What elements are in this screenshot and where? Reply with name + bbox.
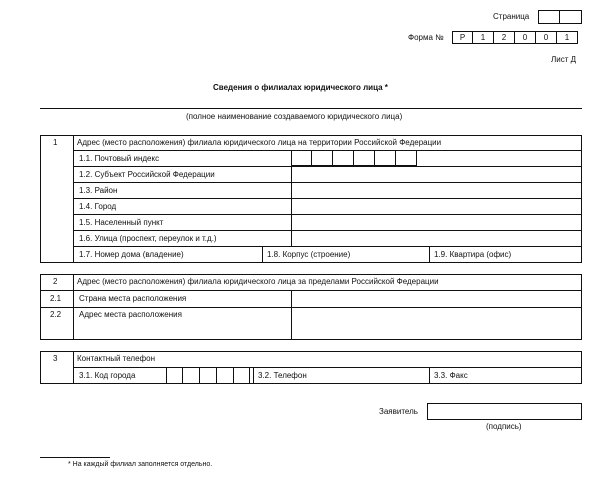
postal-code-cell[interactable] [312, 150, 333, 166]
foreign-address-label: Адрес места расположения [79, 310, 182, 319]
footnote-text: * На каждый филиал заполняется отдельно. [68, 461, 213, 468]
form-title: Сведения о филиалах юридического лица * [213, 83, 388, 92]
section-1-number: 1 [53, 138, 58, 147]
applicant-label: Заявитель [379, 407, 418, 416]
footnote-rule [40, 457, 110, 458]
postal-code-cells[interactable] [291, 150, 417, 166]
country-label: Страна места расположения [79, 294, 187, 303]
city-code-cell[interactable] [166, 367, 183, 384]
phone-label: 3.2. Телефон [258, 371, 307, 380]
city-code-cells[interactable] [166, 367, 250, 384]
building-label: 1.8. Корпус (строение) [267, 250, 351, 259]
section-1-heading: Адрес (место расположения) филиала юридического лица на территории Российской Федерации [77, 138, 442, 147]
district-label: 1.3. Район [79, 186, 118, 195]
city-code-cell[interactable] [200, 367, 217, 384]
house-number-label: 1.7. Номер дома (владение) [79, 250, 184, 259]
page-number-cell[interactable] [538, 10, 560, 24]
form-code-cell: 0 [536, 31, 557, 44]
street-label: 1.6. Улица (проспект, переулок и т.д.) [79, 234, 217, 243]
postal-code-label: 1.1. Почтовый индекс [79, 154, 160, 163]
section-2-number: 2 [53, 277, 58, 286]
company-name-caption: (полное наименование создаваемого юридического лица) [186, 112, 403, 121]
section-3-number: 3 [53, 354, 58, 363]
form-code-cells [452, 31, 578, 44]
city-code-cell[interactable] [183, 367, 200, 384]
postal-code-cell[interactable] [291, 150, 312, 166]
postal-code-cell[interactable] [333, 150, 354, 166]
postal-code-cell[interactable] [396, 150, 417, 166]
city-label: 1.4. Город [79, 202, 117, 211]
postal-code-cell[interactable] [354, 150, 375, 166]
form-code-cell: 0 [515, 31, 536, 44]
page-label: Страница [493, 12, 530, 21]
signature-caption: (подпись) [486, 422, 522, 431]
apartment-label: 1.9. Квартира (офис) [434, 250, 512, 259]
company-name-line[interactable] [40, 108, 582, 109]
city-code-cell[interactable] [234, 367, 250, 384]
page-number-cell[interactable] [560, 10, 582, 24]
page-number-cells[interactable] [538, 10, 582, 24]
postal-code-cell[interactable] [375, 150, 396, 166]
city-code-label: 3.1. Код города [79, 371, 136, 380]
section-2-heading: Адрес (место расположения) филиала юридического лица за пределами Российской Федерации [77, 277, 439, 286]
signature-box[interactable] [427, 403, 582, 420]
foreign-address-number: 2.2 [50, 310, 62, 319]
city-code-cell[interactable] [217, 367, 234, 384]
section-3-heading: Контактный телефон [77, 354, 155, 363]
settlement-label: 1.5. Населенный пункт [79, 218, 164, 227]
form-code-cell: 2 [494, 31, 515, 44]
fax-label: 3.3. Факс [434, 371, 468, 380]
sheet-label: Лист Д [551, 55, 577, 64]
form-code-cell: 1 [557, 31, 578, 44]
region-label: 1.2. Субъект Российской Федерации [79, 170, 215, 179]
form-label: Форма № [408, 33, 444, 42]
form-code-cell: Р [452, 31, 473, 44]
country-number: 2.1 [50, 294, 62, 303]
form-code-cell: 1 [473, 31, 494, 44]
